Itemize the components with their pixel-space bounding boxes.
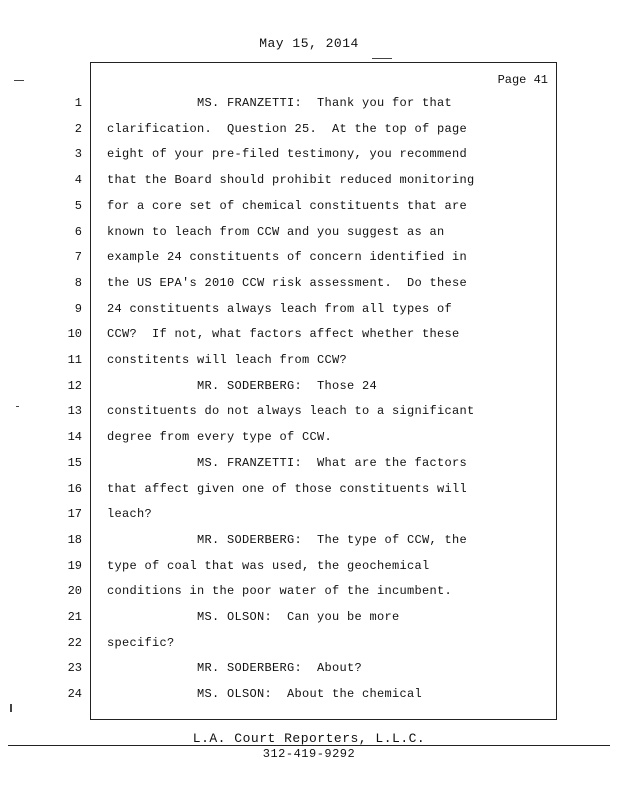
transcript-line: type of coal that was used, the geochemical <box>107 559 430 573</box>
line-number: 20 <box>67 584 82 598</box>
line-number: 7 <box>74 250 82 264</box>
scan-speck <box>10 704 12 712</box>
court-reporter-name: L.A. Court Reporters, L.L.C. <box>192 731 426 746</box>
line-number: 12 <box>67 379 82 393</box>
transcript-line: the US EPA's 2010 CCW risk assessment. Do these <box>107 276 468 290</box>
line-number: 24 <box>67 687 82 701</box>
line-number: 18 <box>67 533 82 547</box>
line-number: 1 <box>74 96 82 110</box>
transcript-line: constitents will leach from CCW? <box>107 353 348 367</box>
line-number: 22 <box>67 636 82 650</box>
transcript-line: 24 constituents always leach from all types of <box>107 302 453 316</box>
transcript-line: leach? <box>107 507 153 521</box>
line-number: 11 <box>67 353 82 367</box>
page-number: Page 41 <box>497 73 548 87</box>
court-reporter-phone: 312-419-9292 <box>262 747 356 761</box>
transcript-line: MR. SODERBERG: About? <box>107 661 363 675</box>
transcript-line: that the Board should prohibit reduced monitoring <box>107 173 475 187</box>
line-number: 8 <box>74 276 82 290</box>
scan-speck <box>16 406 19 407</box>
transcript-line: constituents do not always leach to a significant <box>107 404 475 418</box>
transcript-line: MR. SODERBERG: The type of CCW, the <box>107 533 468 547</box>
transcript-line: MS. OLSON: About the chemical <box>107 687 423 701</box>
transcript-line: MS. FRANZETTI: Thank you for that <box>107 96 453 110</box>
transcript-line: known to leach from CCW and you suggest as an <box>107 225 445 239</box>
line-number: 10 <box>67 327 82 341</box>
transcript-line: degree from every type of CCW. <box>107 430 333 444</box>
line-number: 21 <box>67 610 82 624</box>
line-number: 15 <box>67 456 82 470</box>
line-number: 19 <box>67 559 82 573</box>
line-number: 13 <box>67 404 82 418</box>
transcript-line: clarification. Question 25. At the top of page <box>107 122 468 136</box>
line-number: 6 <box>74 225 82 239</box>
line-number: 16 <box>67 482 82 496</box>
transcript-line: specific? <box>107 636 175 650</box>
line-number: 4 <box>74 173 82 187</box>
transcript-line: that affect given one of those constituents will <box>107 482 468 496</box>
line-number: 3 <box>74 147 82 161</box>
line-number: 14 <box>67 430 82 444</box>
transcript-line: MR. SODERBERG: Those 24 <box>107 379 378 393</box>
line-number: 9 <box>74 302 82 316</box>
transcript-line: CCW? If not, what factors affect whether these <box>107 327 460 341</box>
transcript-line: example 24 constituents of concern identified in <box>107 250 468 264</box>
line-number: 2 <box>74 122 82 136</box>
transcript-line: eight of your pre-filed testimony, you recommend <box>107 147 468 161</box>
scan-speck <box>372 58 392 59</box>
transcript-line: MS. FRANZETTI: What are the factors <box>107 456 468 470</box>
scan-speck <box>14 80 24 81</box>
transcript-line: MS. OLSON: Can you be more <box>107 610 400 624</box>
footer-divider <box>8 745 610 746</box>
line-number: 17 <box>67 507 82 521</box>
transcript-line: conditions in the poor water of the incumbent. <box>107 584 453 598</box>
transcript-date: May 15, 2014 <box>259 36 359 51</box>
line-number: 5 <box>74 199 82 213</box>
line-number: 23 <box>67 661 82 675</box>
transcript-line: for a core set of chemical constituents that are <box>107 199 468 213</box>
